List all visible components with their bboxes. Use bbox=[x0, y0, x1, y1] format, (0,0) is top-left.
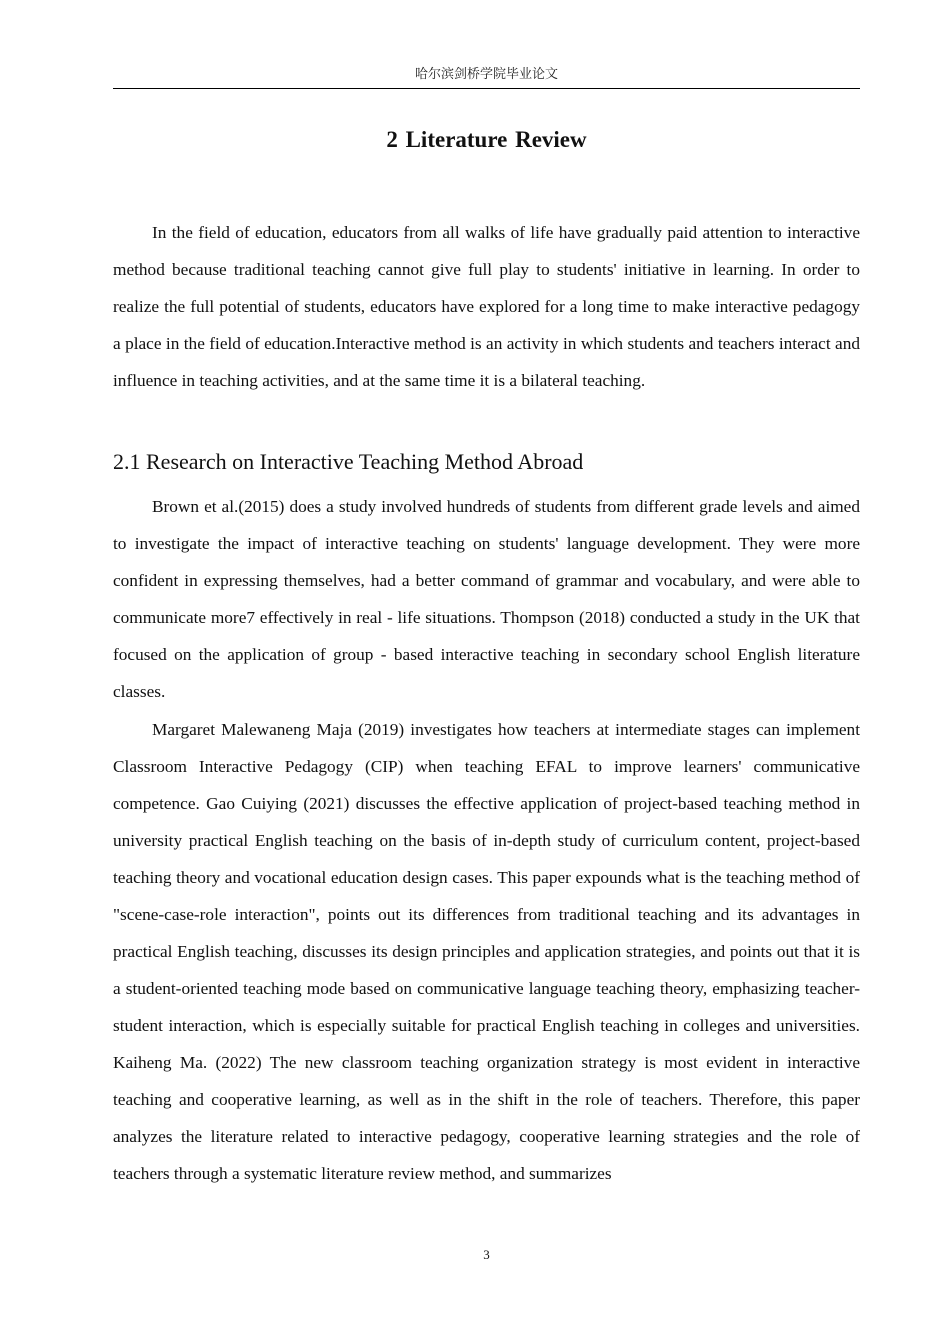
chapter-title: 2 Literature Review bbox=[386, 127, 587, 152]
section-heading: 2.1 Research on Interactive Teaching Method Abroad bbox=[113, 449, 584, 474]
brown-paragraph: Brown et al.(2015) does a study involved hundreds of students from different grade levels and aimed to investigate the impact of interactive teaching on students' language development. They were more confident in expressing themselves, had a better command of grammar and vocabulary, and were able to communicate more7 effectively in real - life situations. Thompson (2018) conducted a study in the UK that focused on the application of group - based interactive teaching in secondary school English literature classes. bbox=[113, 497, 860, 701]
running-header: 哈尔滨剑桥学院毕业论文 bbox=[113, 64, 860, 89]
intro-paragraph: In the field of education, educators from all walks of life have gradually paid attention to interactive method because traditional teaching cannot give full play to students' initiative in learning. In order to realize the full potential of students, educators have explored for a long time to make interactive pedagogy a place in the field of education.Interactive method is an activity in which students and teachers interact and influence in teaching activities, and at the same time it is a bilateral teaching. bbox=[113, 223, 860, 390]
maja-paragraph: Margaret Malewaneng Maja (2019) investigates how teachers at intermediate stages can implement Classroom Interactive Pedagogy (CIP) when teaching EFAL to improve learners' communicative competence. Gao Cuiying (2021) discusses the effective application of project-based teaching method in university practical English teaching on the basis of in-depth study of curriculum content, project-based teaching theory and vocational education design cases. This paper expounds what is the teaching method of "scene-case-role interaction", points out its differences from traditional teaching and its advantages in practical English teaching, discusses its design principles and application strategies, and points out that it is a student-oriented teaching mode based on communicative language teaching theory, emphasizing teacher-student interaction, which is especially suitable for practical English teaching in colleges and universities. Kaiheng Ma. (2022) The new classroom teaching organization strategy is most evident in interactive teaching and cooperative learning, as well as in the shift in the role of teachers. Therefore, this paper analyzes the literature related to interactive pedagogy, cooperative learning strategies and the role of teachers through a systematic literature review method, and summarizes bbox=[113, 720, 860, 1183]
page-number: 3 bbox=[483, 1247, 490, 1262]
